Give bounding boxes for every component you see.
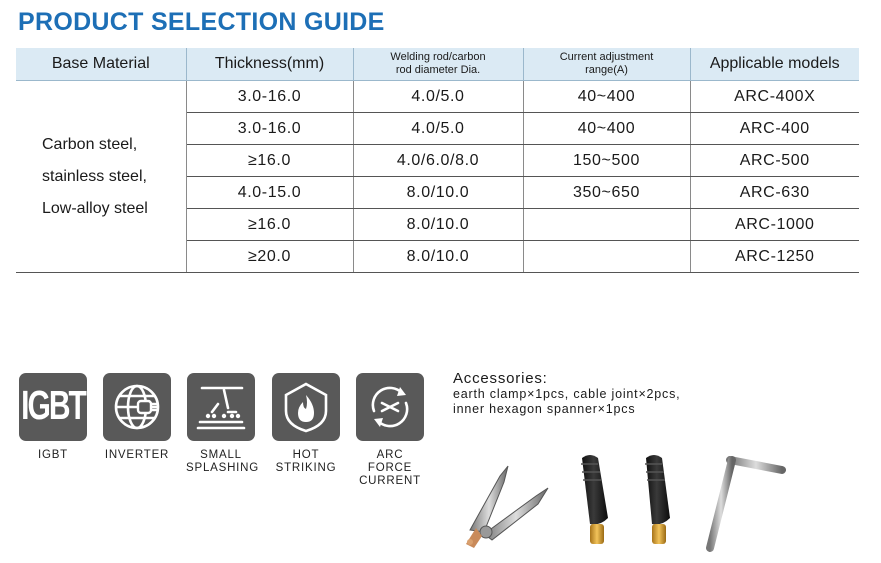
model-cell: ARC-400	[690, 113, 859, 145]
arc-arrows-icon	[364, 381, 416, 433]
hex-spanner-icon	[710, 460, 782, 548]
feature-hot-striking	[271, 373, 341, 475]
feature-label-line: IGBT	[37, 449, 69, 461]
small-splashing-icon	[187, 373, 255, 441]
current-cell	[523, 241, 690, 273]
current-cell: 40~400	[523, 113, 690, 145]
table-row	[16, 81, 859, 113]
flame-icon	[272, 373, 340, 441]
feature-label-line: SMALL	[200, 449, 242, 461]
model-cell: ARC-400X	[690, 81, 859, 113]
cable-joint-icon	[645, 455, 670, 544]
cable-joint-icon	[581, 455, 608, 544]
material-line: Carbon steel,	[42, 135, 138, 153]
header-rod-diameter	[353, 48, 523, 81]
spark-electrode-icon	[194, 382, 248, 432]
current-cell: 150~500	[523, 145, 690, 177]
accessories-line: inner hexagon spanner×1pcs	[453, 402, 636, 416]
thickness-cell: ≥16.0	[186, 145, 353, 177]
rod-cell: 8.0/10.0	[353, 177, 523, 209]
feature-label	[355, 449, 425, 488]
model-cell: ARC-630	[690, 177, 859, 209]
arc-force-icon	[356, 373, 424, 441]
feature-label-line: SPLASHING	[186, 462, 260, 474]
feature-label-line: ARC FORCE	[367, 449, 413, 474]
feature-label-line: HOT	[292, 449, 320, 461]
header-thickness: Thickness(mm)	[186, 48, 353, 81]
thickness-cell: ≥20.0	[186, 241, 353, 273]
feature-small-splashing	[186, 373, 260, 475]
globe-plug-icon	[111, 381, 163, 433]
thickness-cell: 3.0-16.0	[186, 113, 353, 145]
material-line: stainless steel,	[42, 167, 147, 185]
header-models: Applicable models	[690, 48, 859, 81]
feature-label-line: CURRENT	[359, 475, 421, 487]
header-base-material: Base Material	[16, 48, 186, 81]
header-current-line2: range(A)	[585, 64, 628, 76]
header-rod-line2: rod diameter Dia.	[395, 64, 481, 76]
header-rod-line1: Welding rod/carbon	[390, 51, 486, 63]
rod-cell: 8.0/10.0	[353, 241, 523, 273]
accessories-photos	[440, 448, 860, 558]
igbt-icon-text: IGBT	[21, 384, 85, 429]
model-cell: ARC-1000	[690, 209, 859, 241]
accessories-heading: Accessories:	[453, 370, 548, 387]
table-header-row	[16, 48, 859, 81]
flame-shield-icon	[281, 381, 331, 433]
feature-label	[18, 449, 88, 462]
feature-arc-force	[355, 373, 425, 488]
rod-cell: 4.0/6.0/8.0	[353, 145, 523, 177]
page-title: PRODUCT SELECTION GUIDE	[18, 8, 385, 36]
feature-label	[186, 449, 260, 475]
rod-cell: 4.0/5.0	[353, 113, 523, 145]
thickness-cell: 4.0-15.0	[186, 177, 353, 209]
thickness-cell: 3.0-16.0	[186, 81, 353, 113]
model-cell: ARC-500	[690, 145, 859, 177]
igbt-icon	[19, 373, 87, 441]
current-cell: 350~650	[523, 177, 690, 209]
current-cell: 40~400	[523, 81, 690, 113]
thickness-cell: ≥16.0	[186, 209, 353, 241]
feature-label-line: INVERTER	[104, 449, 170, 461]
current-cell	[523, 209, 690, 241]
header-current-line1: Current adjustment	[559, 51, 654, 63]
accessories-line: earth clamp×1pcs, cable joint×2pcs,	[453, 387, 681, 401]
feature-label-line: STRIKING	[275, 462, 337, 474]
model-cell: ARC-1250	[690, 241, 859, 273]
feature-inverter	[102, 373, 172, 462]
material-cell	[16, 81, 186, 273]
feature-igbt	[18, 373, 88, 462]
material-line: Low-alloy steel	[42, 199, 148, 217]
inverter-globe-icon	[103, 373, 171, 441]
rod-cell: 4.0/5.0	[353, 81, 523, 113]
earth-clamp-icon	[466, 466, 548, 548]
feature-label	[102, 449, 172, 462]
selection-table	[16, 48, 859, 273]
accessories-block	[453, 370, 680, 417]
header-current-range	[523, 48, 690, 81]
rod-cell: 8.0/10.0	[353, 209, 523, 241]
feature-label	[271, 449, 341, 475]
